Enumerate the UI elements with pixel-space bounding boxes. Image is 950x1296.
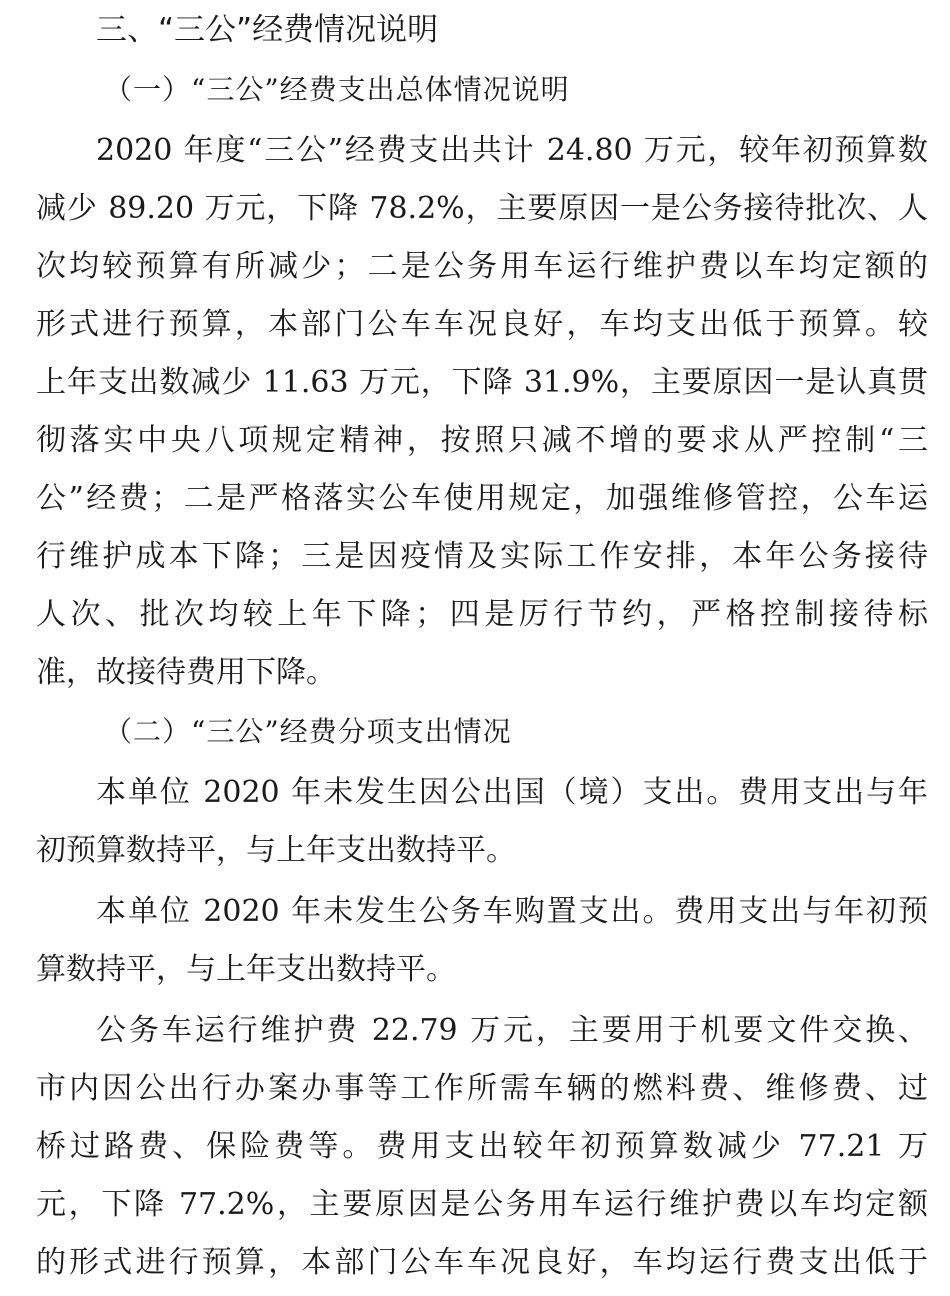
paragraph-line: 2020 年度“三公”经费支出共计 24.80 万元，较年初预算数	[96, 133, 928, 168]
paragraph-line: 公”经费；二是严格落实公车使用规定，加强维修管控，公车运	[36, 481, 928, 516]
paragraph-line: 形式进行预算，本部门公车车况良好，车均支出低于预算。较	[36, 307, 928, 342]
paragraph-line: 上年支出数减少 11.63 万元，下降 31.9%，主要原因一是认真贯	[36, 365, 928, 400]
paragraph-line: 减少 89.20 万元，下降 78.2%，主要原因一是公务接待批次、人	[36, 191, 928, 226]
paragraph-line: 本单位 2020 年未发生公务车购置支出。费用支出与年初预	[96, 894, 928, 929]
paragraph-line: 的形式进行预算，本部门公车车况良好，车均运行费支出低于	[36, 1245, 928, 1280]
paragraph-line: 次均较预算有所减少；二是公务用车运行维护费以车均定额的	[36, 249, 928, 284]
paragraph-line: 初预算数持平，与上年支出数持平。	[36, 833, 516, 868]
paragraph-line: 算数持平，与上年支出数持平。	[36, 952, 456, 987]
subsection-heading-overall: （一）“三公”经费支出总体情况说明	[104, 73, 570, 106]
paragraph-line: 公务车运行维护费 22.79 万元，主要用于机要文件交换、	[96, 1013, 928, 1048]
paragraph-line: 市内因公出行办案办事等工作所需车辆的燃料费、维修费、过	[36, 1071, 928, 1106]
paragraph-line: 本单位 2020 年未发生因公出国（境）支出。费用支出与年	[96, 775, 928, 810]
paragraph-line: 桥过路费、保险费等。费用支出较年初预算数减少 77.21 万	[36, 1129, 928, 1164]
paragraph-line: 准，故接待费用下降。	[36, 655, 336, 690]
paragraph-line: 元，下降 77.2%，主要原因是公务用车运行维护费以车均定额	[36, 1187, 928, 1222]
paragraph-line: 行维护成本下降；三是因疫情及实际工作安排，本年公务接待	[36, 539, 928, 574]
paragraph-line: 人次、批次均较上年下降；四是厉行节约，严格控制接待标	[36, 597, 928, 632]
section-title: 三、“三公”经费情况说明	[96, 12, 439, 48]
subsection-heading-itemized: （二）“三公”经费分项支出情况	[104, 715, 512, 748]
paragraph-line: 彻落实中央八项规定精神，按照只减不增的要求从严控制“三	[36, 423, 928, 458]
